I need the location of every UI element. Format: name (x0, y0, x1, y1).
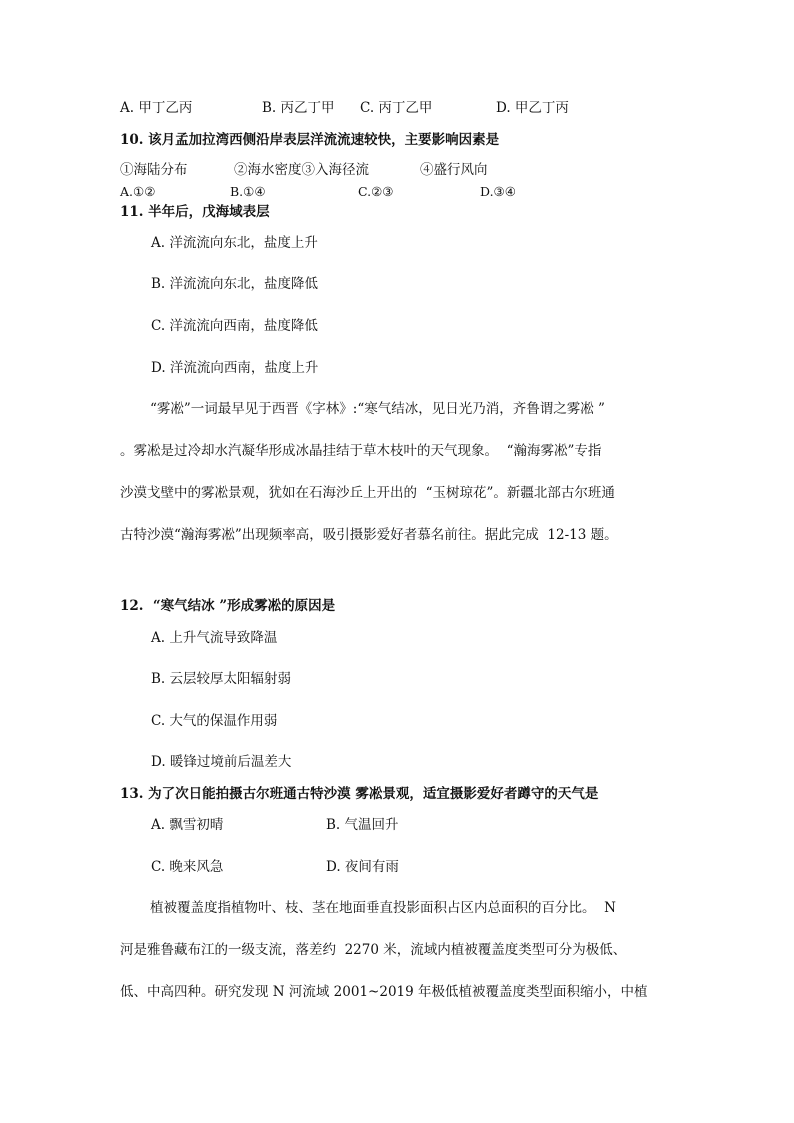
q12-option-a: A. 上升气流导致降温 (151, 630, 278, 646)
q13-option-a: A. 飘雪初晴 (151, 817, 224, 833)
q13-option-b: B. 气温回升 (326, 817, 399, 833)
q11-option-c: C. 洋流流向西南，盐度降低 (151, 318, 318, 334)
q13-stem: 13. 为了次日能拍摄古尔班通古特沙漠 雾凇景观，适宜摄影爱好者蹲守的天气是 (120, 786, 599, 802)
passage1-line-4: 古特沙漠“瀚海雾凇”出现频率高，吸引摄影爱好者慕名前往。据此完成 12-13 题。 (120, 527, 618, 543)
passage1-line-1: “雾凇”一词最早见于西晋《字林》:“寒气结冰，见日光乃消，齐鲁谓之雾凇 ” (150, 401, 605, 417)
q10-option-d: D.③④ (480, 184, 516, 199)
q13-option-d: D. 夜间有雨 (326, 859, 399, 875)
passage1-line-3: 沙漠戈壁中的雾凇景观，犹如在石海沙丘上开出的 “玉树琼花”。新疆北部古尔班通 (120, 485, 615, 501)
q12-option-d: D. 暖锋过境前后温差大 (151, 754, 292, 770)
q9-option-a: A. 甲丁乙丙 (120, 100, 193, 116)
passage1-line-2: 。雾凇是过冷却水汽凝华形成冰晶挂结于草木枝叶的天气现象。 “瀚海雾凇”专指 (120, 443, 602, 459)
q9-option-c: C. 丙丁乙甲 (360, 100, 433, 116)
q10-option-b: B.①④ (230, 184, 266, 199)
q11-option-b: B. 洋流流向东北，盐度降低 (151, 276, 319, 292)
q9-option-b: B. 丙乙丁甲 (262, 100, 335, 116)
q12-stem: 12. “寒气结冰 ”形成雾凇的原因是 (120, 598, 336, 614)
q10-factor-1: ①海陆分布 (120, 162, 188, 178)
q10-stem: 10. 该月孟加拉湾西侧沿岸表层洋流流速较快，主要影响因素是 (120, 132, 500, 148)
q10-option-c: C.②③ (358, 184, 394, 199)
q9-option-d: D. 甲乙丁丙 (496, 100, 569, 116)
q12-option-b: B. 云层较厚太阳辐射弱 (151, 671, 292, 687)
passage2-line-3: 低、中高四种。研究发现 N 河流域 2001~2019 年极低植被覆盖度类型面积缩小，中植 (120, 984, 648, 1000)
q11-stem: 11. 半年后，戊海域表层 (120, 204, 270, 220)
q12-option-c: C. 大气的保温作用弱 (151, 713, 278, 729)
q11-option-a: A. 洋流流向东北，盐度上升 (151, 235, 318, 251)
passage2-line-1: 植被覆盖度指植物叶、枝、茎在地面垂直投影面积占区内总面积的百分比。 N (150, 900, 616, 916)
q10-factor-4: ④盛行风向 (420, 162, 488, 178)
passage2-line-2: 河是雅鲁藏布江的一级支流，落差约 2270 米，流域内植被覆盖度类型可分为极低、 (120, 942, 627, 958)
q10-factor-2-3: ②海水密度③入海径流 (234, 162, 369, 178)
q13-option-c: C. 晚来风急 (151, 859, 224, 875)
q10-option-a: A.①② (120, 184, 156, 199)
q11-option-d: D. 洋流流向西南，盐度上升 (151, 360, 319, 376)
